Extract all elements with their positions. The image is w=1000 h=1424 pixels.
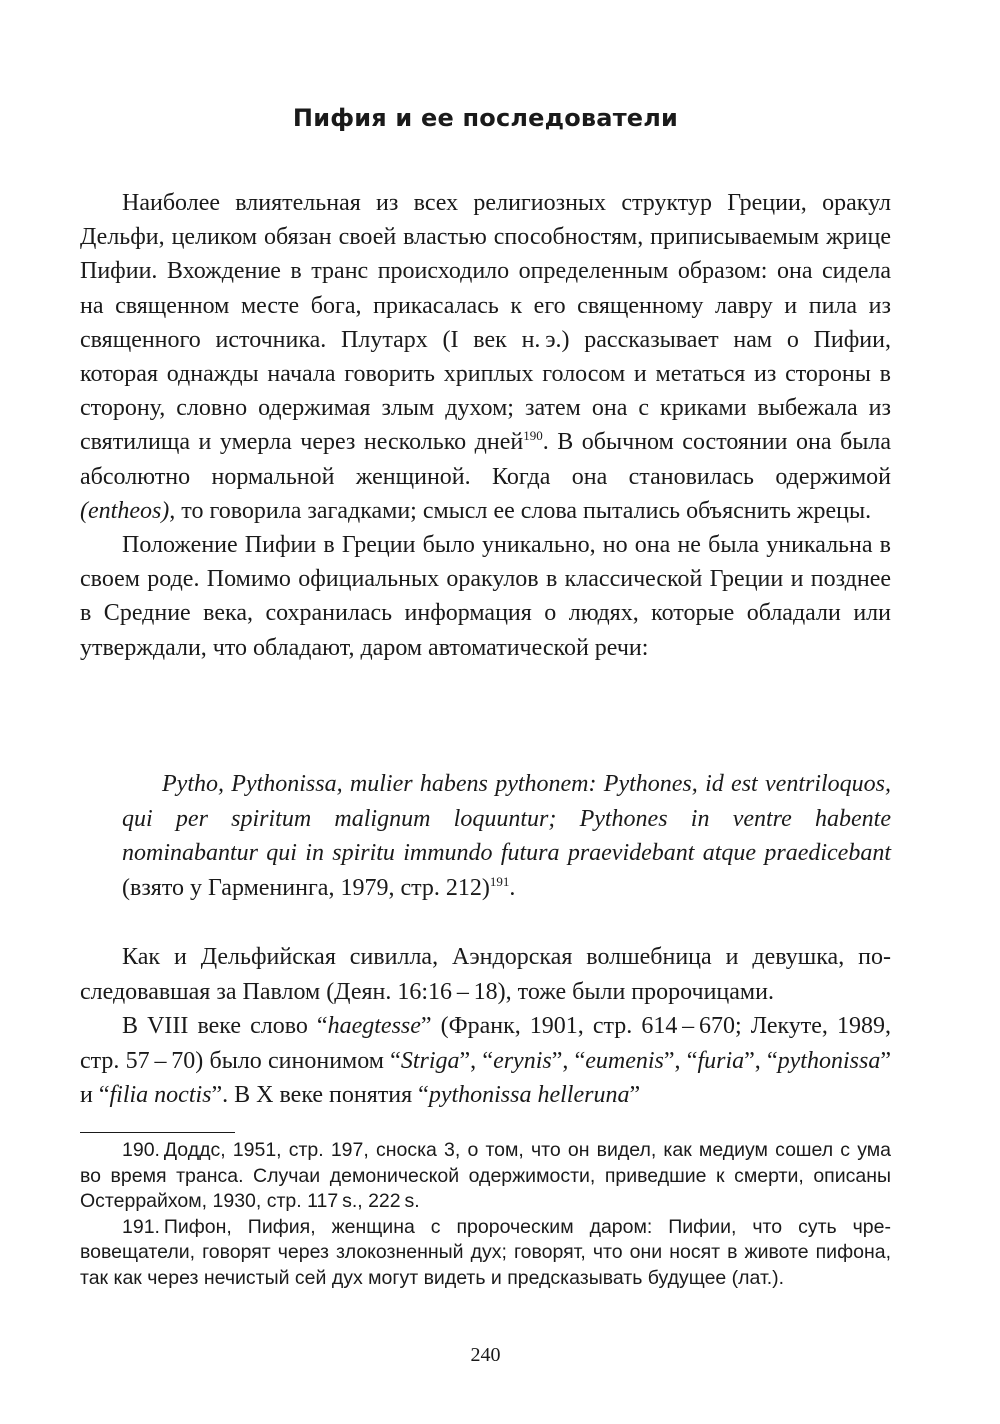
footnote-190: 190. Доддс, 1951, стр. 197, сноска 3, о том, что он видел, как медиум сошел с ума во время транса. Случаи демонической одержимости, приведшие к смерти, описаны Остеррайхом, 1930, стр. 117 s., 222 s. (80, 1139, 891, 1212)
paragraph-1-text: Наиболее влиятельная из всех религиозных структур Греции, оракул Дельфи, целиком обязан своей властью способностям, приписываемым жрице Пифии. Вхождение в транс происходило определенным образом: она сидела на священном месте бога, прикасалась к его священному лавру и пила из священного источника. Плутарх (I век н. э.) рассказывает нам о Пифии, которая однажды начала говорить хриплых голосом и метаться из стороны в сторону, словно одержимая злым духом; затем она с криками выбежала из святилища и умерла через несколько дней (80, 190, 891, 456)
footnote-191: 191. Пифон, Пифия, женщина с пророческим даром: Пифии, что суть чревовещатели, говорят через злокозненный дух; говорят, что они носят в животе пифона, так как через нечистый сей дух могут видеть и предсказывать будущее (лат.). (80, 1215, 891, 1289)
footnote-ref-191: 191 (489, 873, 510, 889)
paragraph-1 (80, 186, 891, 528)
paragraph-1-text-3: то говорила загадками; смысл ее слова пытались объяснить жрецы. (175, 497, 872, 524)
quote-latin: Pytho, Pythonissa, mulier habens pythonem: Pythones, id est ventriloquos, qui per spiritum malignum loquuntur; Pythones in ventre habente nominabantur qui in spiritu immundo futura praevidebant atque praedicebant (122, 771, 891, 866)
chapter-title: Пифия и ее последователи (292, 104, 679, 132)
paragraph-2: Положение Пифии в Греции было уникально, но она не была уникальна в своем роде. Помимо официальных оракулов в классической Греции и позднее в Средние века, сохранилась информация о людях, которые обладали или утверждали, что обладают, даром автоматической речи: (80, 532, 891, 661)
paragraph-4: В VIII веке слово “haegtesse” (Франк, 1901, стр. 614 – 670; Лекуте, 1989, стр. 57 – 70) было синонимом “Striga”, “erynis”, “eumenis”, “furia”, “pythonissa” и “filia noctis”. В X веке понятия “pythonissa hellerunа” (80, 1013, 891, 1108)
footnotes (80, 1138, 891, 1291)
paragraph-3: Как и Дельфийская сивилла, Аэндорская волшебница и девушка, последовавшая за Павлом (Деян. 16:16 – 18), тоже были пророчицами. (80, 944, 891, 1005)
footnote-divider (80, 1132, 235, 1133)
latin-quote: Pytho, Pythonissa, mulier habens pythonem: Pythones, id est ventriloquos, qui per spiritum malignum loquuntur; Pythones in ventre habente nominabantur qui in spiritu immundo futura praevidebant atque praedicebant (взято у Гарменинга, 1979, стр. 212)$^{191}$. (122, 771, 891, 901)
quote-source: (взято у Гарменинга, 1979, стр. 212) (122, 874, 490, 901)
footnote-ref-190: 190 (523, 428, 543, 444)
continuation-text (80, 940, 891, 1113)
paragraph-1-text-2: . В обычном состоянии она была абсолютно нормальной женщиной. Когда она становилась одержимой (80, 429, 891, 490)
paragraph-1-italic: (entheos), (80, 497, 176, 524)
page-number: 240 (470, 1344, 501, 1366)
main-text (80, 186, 891, 665)
book-page (80, 0, 891, 1424)
